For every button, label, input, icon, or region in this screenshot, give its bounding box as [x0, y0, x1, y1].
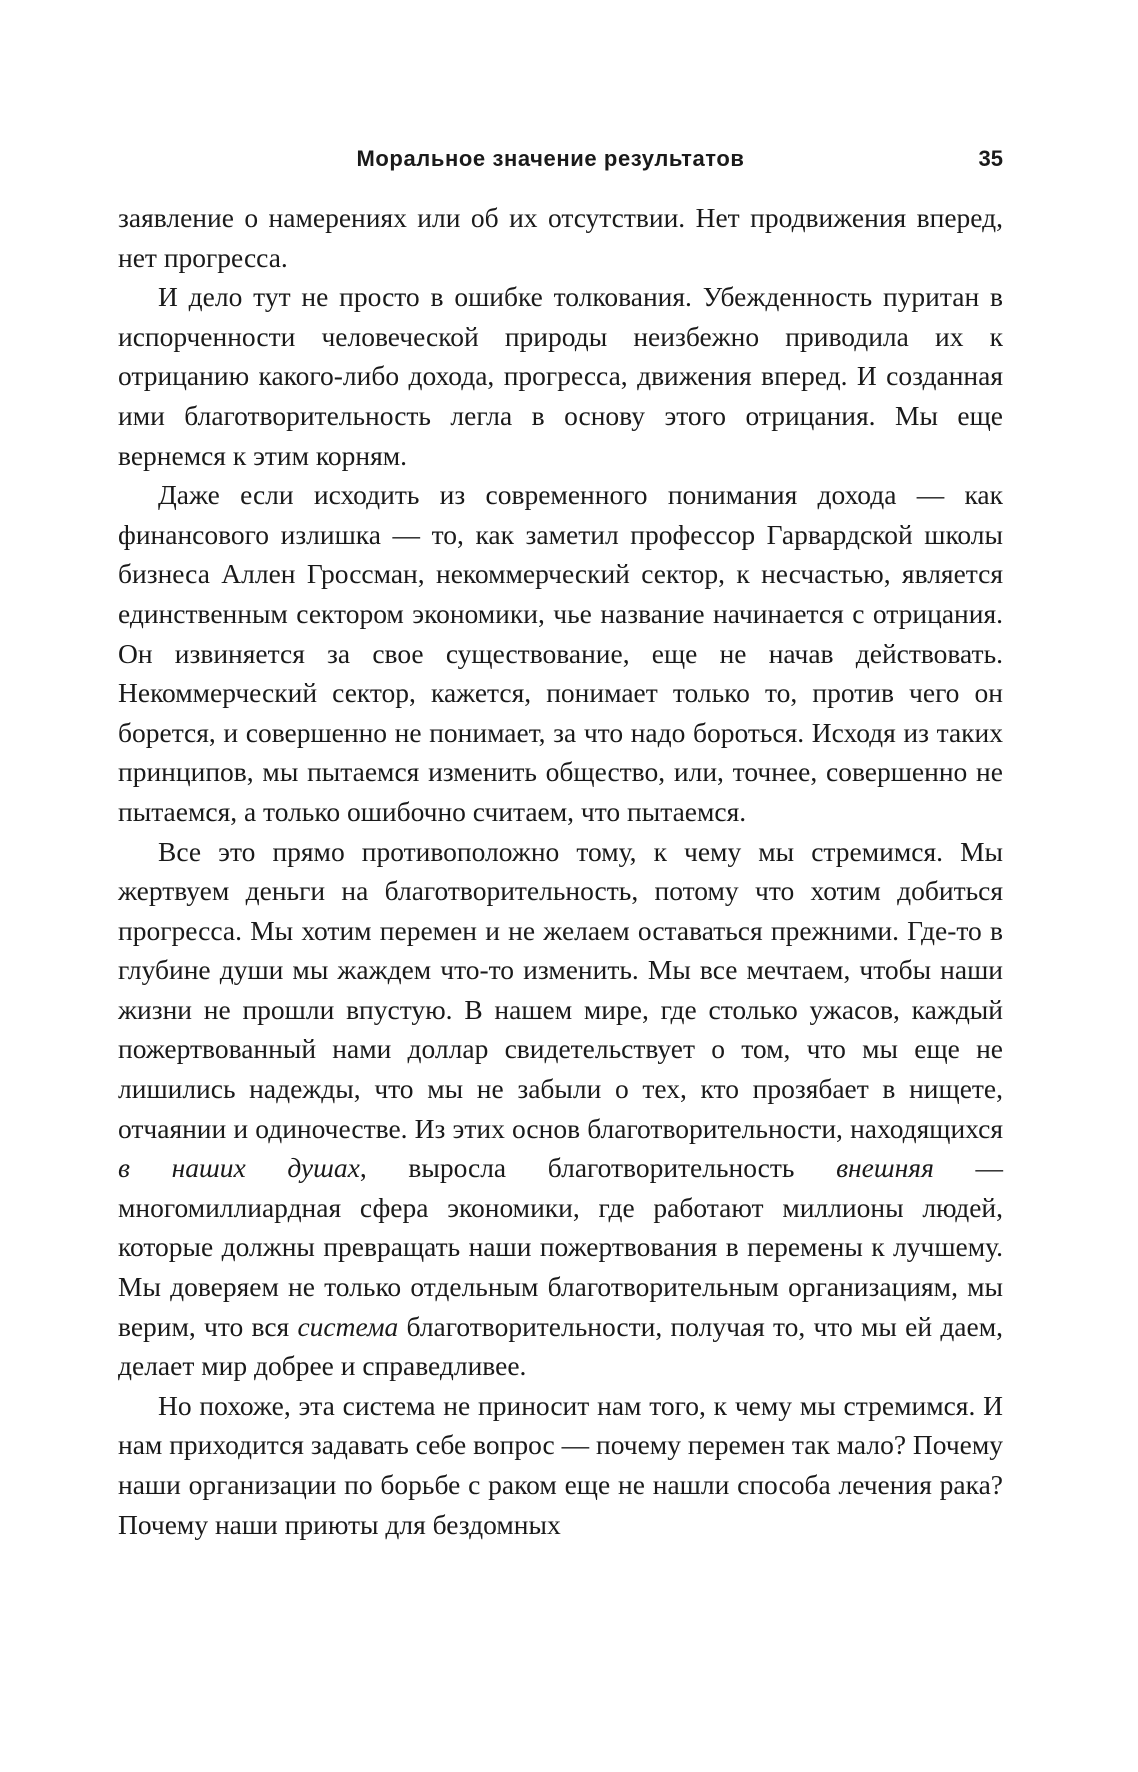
running-head: [118, 146, 1003, 186]
paragraph-1: заявление о намерениях или об их отсутствии. Нет продвижения вперед, нет прогресса.: [118, 202, 1003, 273]
body-text: [118, 198, 1003, 1544]
page-number: 35: [978, 146, 1003, 171]
paragraph-4-text-3: — многомиллиардная сфера экономики, где работают миллионы людей, которые должны превращать наши пожертвования в перемены к лучшему. Мы доверяем не только отдельным благотворительным организациям, мы верим, что вся: [118, 1152, 1004, 1342]
paragraph-4-text-4: благотворительности, получая то, что мы ей даем, делает мир добрее и справедливее.: [118, 1310, 1003, 1382]
paragraph-3: Даже если исходить из современного понимания дохода — как финансового излишка — то, как заметил профессор Гарвардской школы бизнеса Аллен Гроссман, некоммерческий сектор, к несчастью, является единственным сектором экономики, чье название начинается с отрицания. Он извиняется за свое существование, еще не начав действовать. Некоммерческий сектор, кажется, понимает только то, против чего он борется, и совершенно не понимает, за что надо бороться. Исходя из таких принципов, мы пытаемся изменить общество, или, точнее, совершенно не пытаемся, а только ошибочно считаем, что пытаемся.: [118, 479, 1003, 827]
emphasis-in-our-souls: в наших душах: [118, 1152, 360, 1184]
running-title: Моральное значение результатов: [356, 146, 745, 171]
paragraph-4-text-1: Все это прямо противоположно тому, к чему мы стремимся. Мы жертвуем деньги на благотворительность, потому что хотим добиться прогресса. Мы хотим перемен и не желаем оставаться прежними. Где-то в глубине души мы жаждем что-то изменить. Мы все мечтаем, чтобы наши жизни не прошли впустую. В нашем мире, где столько ужасов, каждый пожертвованный нами доллар свидетельствует о том, что мы еще не лишились надежды, что мы не забыли о тех, кто прозябает в нищете, отчаянии и одиночестве. Из этих основ благотворительности, находящихся: [118, 835, 1003, 1144]
paragraph-4-text-2: , выросла благотворительность: [359, 1152, 837, 1184]
paragraph-4: [118, 832, 1003, 1386]
paragraph-5: Но похоже, эта система не приносит нам того, к чему мы стремимся. И нам приходится задавать себе вопрос — почему перемен так мало? Почему наши организации по борьбе с раком еще не нашли способа лечения рака? Почему наши приюты для бездомных: [118, 1389, 1004, 1540]
emphasis-system: система: [297, 1310, 399, 1342]
emphasis-external: внешняя: [836, 1152, 934, 1184]
paragraph-2: И дело тут не просто в ошибке толкования. Убежденность пуритан в испорченности человеческой природы неизбежно приводила их к отрицанию какого-либо дохода, прогресса, движения вперед. И созданная ими благотворительность легла в основу этого отрицания. Мы еще вернемся к этим корням.: [118, 281, 1003, 471]
